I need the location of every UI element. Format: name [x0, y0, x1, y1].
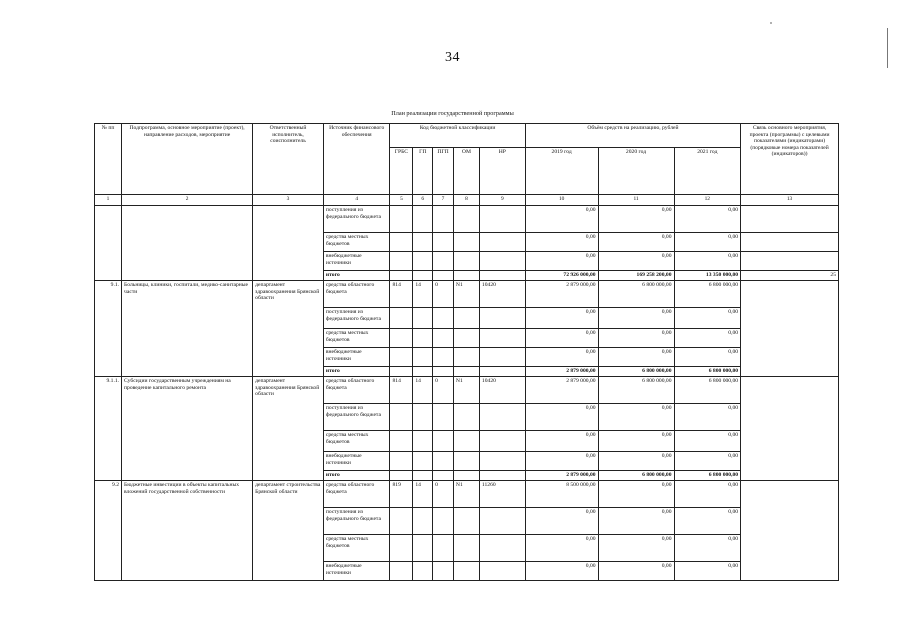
value-2020: 0,00 — [598, 329, 674, 348]
table-row — [95, 206, 839, 233]
value-2021: 0,00 — [674, 348, 741, 367]
value-2020: 0,00 — [598, 252, 674, 271]
table-row — [95, 377, 839, 404]
code-pgp: 0 — [433, 377, 454, 404]
value-2020: 0,00 — [598, 481, 674, 508]
source-total: итого — [323, 367, 390, 377]
value-2021: 6 800 000,00 — [674, 281, 741, 308]
value-2019: 8 500 000,00 — [525, 481, 598, 508]
value-2019: 0,00 — [525, 431, 598, 452]
value-2020: 0,00 — [598, 535, 674, 562]
header-2021: 2021 год — [674, 148, 741, 195]
source-federal: поступления из федерального бюджета — [323, 206, 390, 233]
source-offbudget: внебюджетные источники — [323, 452, 390, 471]
column-number: 7 — [433, 195, 454, 206]
total-2019: 72 926 000,00 — [525, 271, 598, 281]
source-local: средства местных бюджетов — [323, 535, 390, 562]
value-2021: 0,00 — [674, 481, 741, 508]
activity-cell: Больницы, клиники, госпитали, медико-санитарные части — [122, 281, 253, 377]
column-number: 12 — [674, 195, 741, 206]
column-number: 2 — [122, 195, 253, 206]
code-gp: 14 — [413, 281, 433, 308]
column-number: 5 — [390, 195, 413, 206]
column-number: 4 — [323, 195, 390, 206]
column-number-row — [95, 195, 839, 206]
total-2021: 6 800 000,00 — [674, 367, 741, 377]
value-2020: 6 800 000,00 — [598, 377, 674, 404]
value-2020: 0,00 — [598, 452, 674, 471]
code-grbs: 814 — [390, 377, 413, 404]
value-2021: 0,00 — [674, 404, 741, 431]
page-number: 34 — [445, 50, 460, 65]
header-om: ОМ — [453, 148, 479, 195]
header-budget-codes: Код бюджетной классификации — [390, 124, 525, 148]
column-number: 3 — [253, 195, 324, 206]
activity-cell — [122, 206, 253, 281]
header-pgp: ПГП — [433, 148, 454, 195]
value-2021: 0,00 — [674, 329, 741, 348]
code-grbs: 819 — [390, 481, 413, 508]
value-2021: 6 800 000,00 — [674, 377, 741, 404]
code-grbs: 814 — [390, 281, 413, 308]
value-2019: 0,00 — [525, 329, 598, 348]
value-2021: 0,00 — [674, 562, 741, 581]
code-pgp: 0 — [433, 481, 454, 508]
value-2021: 0,00 — [674, 535, 741, 562]
program-plan-table — [94, 123, 839, 581]
source-offbudget: внебюджетные источники — [323, 252, 390, 271]
value-2019: 0,00 — [525, 452, 598, 471]
value-2020: 0,00 — [598, 348, 674, 367]
value-2021: 0,00 — [674, 233, 741, 252]
header-activity: Подпрограмма, основное мероприятие (проект), направление расходов, мероприятие — [122, 124, 253, 195]
header-2020: 2020 год — [598, 148, 674, 195]
header-index: № пп — [95, 124, 122, 195]
total-2021: 13 350 000,00 — [674, 271, 741, 281]
header-indicator-link: Связь основного мероприятия, проекта (программы) с целевыми показателями (индикаторами) (порядковые номера показателей (индикаторов)) — [741, 124, 839, 195]
value-2020: 0,00 — [598, 404, 674, 431]
value-2020: 0,00 — [598, 431, 674, 452]
source-federal: поступления из федерального бюджета — [323, 508, 390, 535]
column-number: 8 — [453, 195, 479, 206]
code-gp: 14 — [413, 377, 433, 404]
value-2019: 0,00 — [525, 348, 598, 367]
value-2021: 0,00 — [674, 431, 741, 452]
value-2020: 6 800 000,00 — [598, 281, 674, 308]
value-2021: 0,00 — [674, 206, 741, 233]
header-2019: 2019 год — [525, 148, 598, 195]
header-executor: Ответственный исполнитель, соисполнитель — [253, 124, 324, 195]
scan-speck — [770, 22, 772, 24]
code-gp: 14 — [413, 481, 433, 508]
index-cell: 9.1.1. — [95, 377, 122, 481]
value-2019: 0,00 — [525, 206, 598, 233]
value-2021: 0,00 — [674, 308, 741, 329]
value-2019: 0,00 — [525, 535, 598, 562]
source-local: средства местных бюджетов — [323, 329, 390, 348]
value-2019: 0,00 — [525, 562, 598, 581]
value-2019: 0,00 — [525, 308, 598, 329]
source-local: средства местных бюджетов — [323, 233, 390, 252]
total-2020: 6 800 000,00 — [598, 367, 674, 377]
code-np: 10420 — [479, 377, 525, 404]
code-pgp: 0 — [433, 281, 454, 308]
index-cell: 9.2 — [95, 481, 122, 581]
source-federal: поступления из федерального бюджета — [323, 308, 390, 329]
table-row — [95, 281, 839, 308]
code-om: N1 — [453, 377, 479, 404]
executor-cell: департамент строительства Брянской области — [253, 481, 324, 581]
code-om: N1 — [453, 281, 479, 308]
header-np: НР — [479, 148, 525, 195]
total-2021: 6 800 000,00 — [674, 471, 741, 481]
source-regional: средства областного бюджета — [323, 281, 390, 308]
activity-cell: Бюджетные инвестиции в объекты капитальных вложений государственной собственности — [122, 481, 253, 581]
header-source: Источник финансового обеспечения — [323, 124, 390, 195]
value-2020: 0,00 — [598, 562, 674, 581]
indicator-number: 25 — [741, 271, 839, 281]
total-2020: 169 258 200,00 — [598, 271, 674, 281]
index-cell — [95, 206, 122, 281]
value-2019: 2 879 000,00 — [525, 377, 598, 404]
code-om: N1 — [453, 481, 479, 508]
code-np: 10420 — [479, 281, 525, 308]
source-regional: средства областного бюджета — [323, 481, 390, 508]
header-funding: Объём средств на реализацию, рублей — [525, 124, 740, 148]
value-2020: 0,00 — [598, 233, 674, 252]
value-2019: 0,00 — [525, 252, 598, 271]
column-number: 1 — [95, 195, 122, 206]
source-total: итого — [323, 271, 390, 281]
executor-cell: департамент здравоохранения Брянской области — [253, 281, 324, 377]
header-gp: ГП — [413, 148, 433, 195]
column-number: 10 — [525, 195, 598, 206]
column-number: 9 — [479, 195, 525, 206]
header-row — [95, 124, 839, 148]
source-regional: средства областного бюджета — [323, 377, 390, 404]
executor-cell: департамент здравоохранения Брянской области — [253, 377, 324, 481]
column-number: 6 — [413, 195, 433, 206]
executor-cell — [253, 206, 324, 281]
source-total: итого — [323, 471, 390, 481]
value-2020: 0,00 — [598, 308, 674, 329]
document-title: План реализации государственной программы — [391, 110, 514, 117]
source-offbudget: внебюджетные источники — [323, 562, 390, 581]
value-2021: 0,00 — [674, 452, 741, 471]
source-federal: поступления из федерального бюджета — [323, 404, 390, 431]
value-2020: 0,00 — [598, 508, 674, 535]
value-2019: 0,00 — [525, 404, 598, 431]
source-offbudget: внебюджетные источники — [323, 348, 390, 367]
activity-cell: Субсидии государственным учреждениям на проведение капитального ремонта — [122, 377, 253, 481]
value-2021: 0,00 — [674, 252, 741, 271]
table-row — [95, 481, 839, 508]
index-cell: 9.1. — [95, 281, 122, 377]
header-grbs: ГРБС — [390, 148, 413, 195]
value-2020: 0,00 — [598, 206, 674, 233]
column-number: 11 — [598, 195, 674, 206]
source-local: средства местных бюджетов — [323, 431, 390, 452]
value-2019: 0,00 — [525, 233, 598, 252]
code-np: 11260 — [479, 481, 525, 508]
value-2021: 0,00 — [674, 508, 741, 535]
total-2019: 2 879 000,00 — [525, 367, 598, 377]
total-2019: 2 879 000,00 — [525, 471, 598, 481]
value-2019: 2 879 000,00 — [525, 281, 598, 308]
column-number: 13 — [741, 195, 839, 206]
value-2019: 0,00 — [525, 508, 598, 535]
total-2020: 6 800 000,00 — [598, 471, 674, 481]
